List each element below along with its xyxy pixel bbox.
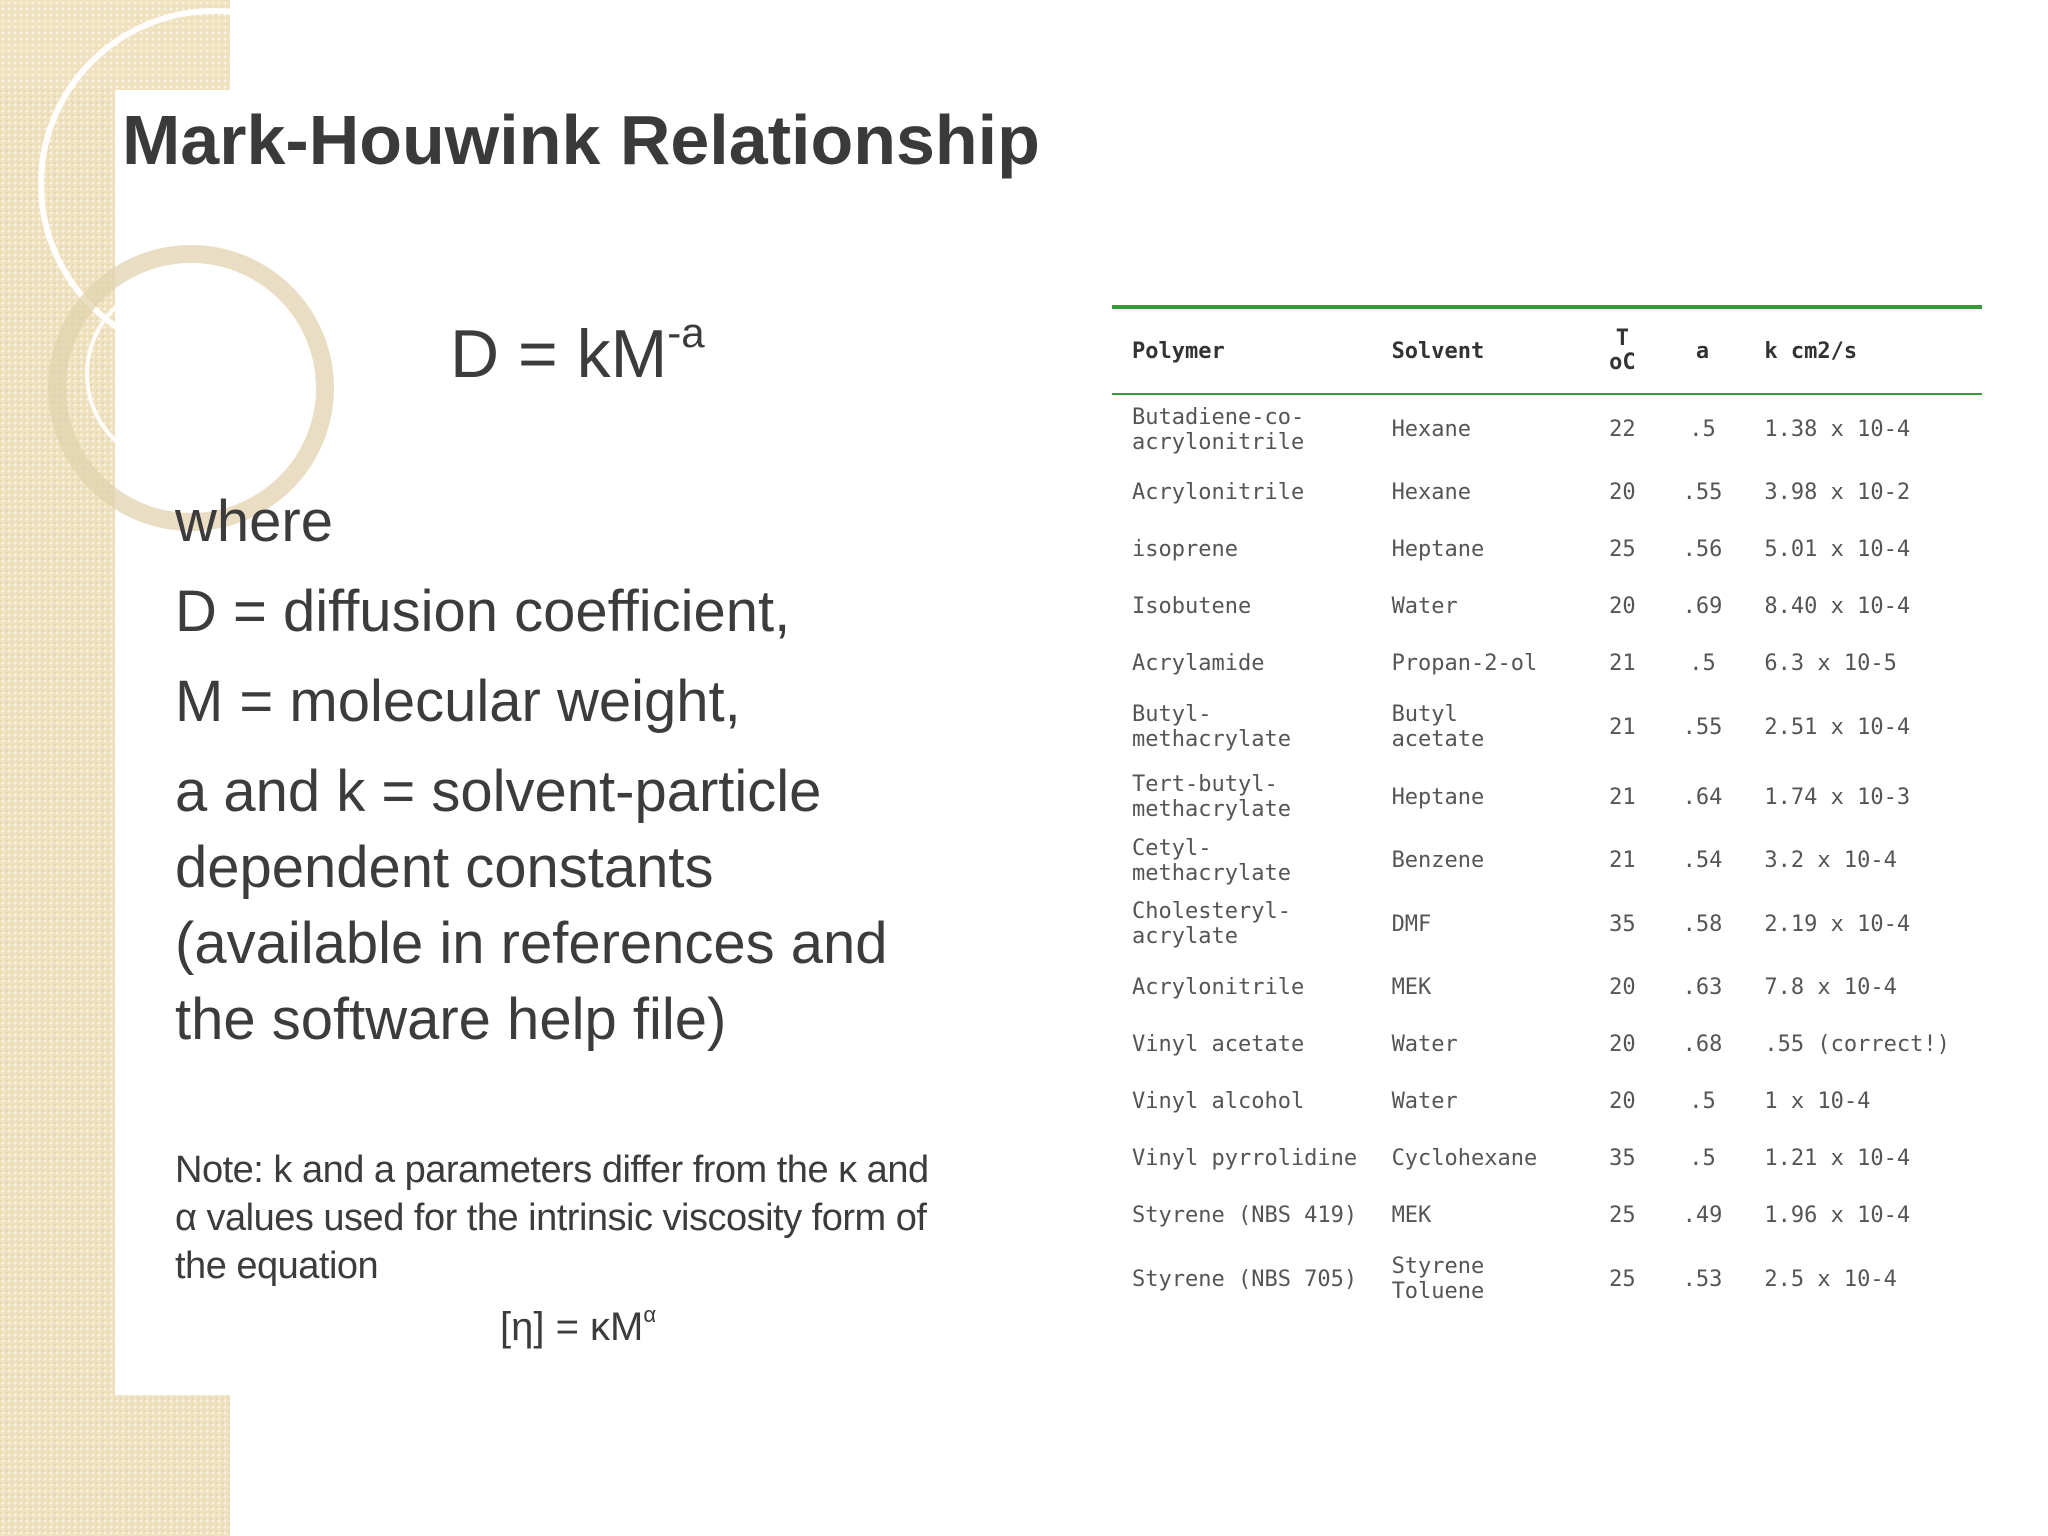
- cell-polymer: [1112, 521, 1372, 578]
- header-t-line: T: [1615, 326, 1630, 351]
- cell-k: 1.38 x 10-4: [1764, 417, 1911, 442]
- header-polymer: Polymer: [1112, 307, 1372, 394]
- cell-solvent-line: MEK: [1391, 975, 1432, 1000]
- table-header-row: [1112, 307, 1982, 394]
- table-row: [1112, 1016, 1982, 1073]
- cell-a: .5: [1689, 1146, 1716, 1171]
- cell-a: .56: [1682, 537, 1723, 562]
- cell-polymer-line: methacrylate: [1132, 797, 1291, 822]
- cell-k: 8.40 x 10-4: [1764, 594, 1911, 619]
- cell-solvent-line: Water: [1391, 1089, 1458, 1114]
- cell-solvent-line: Heptane: [1391, 537, 1485, 562]
- cell-temperature: 35: [1609, 911, 1636, 937]
- header-solvent: Solvent: [1372, 307, 1585, 394]
- cell-polymer: [1112, 1244, 1372, 1314]
- cell-a: .69: [1682, 594, 1723, 619]
- table-row: [1112, 1244, 1982, 1314]
- cell-k: 5.01 x 10-4: [1764, 537, 1911, 562]
- header-a: a: [1661, 307, 1745, 394]
- cell-a: .53: [1682, 1266, 1723, 1292]
- viscosity-equation-exponent: α: [643, 1301, 657, 1327]
- table-row: [1112, 1073, 1982, 1130]
- cell-polymer: [1112, 889, 1372, 959]
- cell-polymer: [1112, 832, 1372, 889]
- cell-a: .54: [1682, 848, 1723, 873]
- cell-polymer-line: Butadiene-co-: [1132, 404, 1305, 430]
- definition-ak-line: a and k = solvent-particle: [175, 759, 822, 824]
- cell-polymer: [1112, 692, 1372, 762]
- note-line: α values used for the intrinsic viscosity form of: [175, 1197, 927, 1239]
- cell-solvent: [1372, 762, 1585, 832]
- cell-temperature: 21: [1609, 784, 1636, 810]
- cell-solvent-line: acetate: [1391, 727, 1485, 752]
- cell-solvent-line: Water: [1391, 1032, 1458, 1057]
- table-row: [1112, 692, 1982, 762]
- cell-solvent-line: Hexane: [1391, 417, 1472, 442]
- cell-temperature: 22: [1609, 417, 1636, 442]
- cell-polymer: [1112, 1073, 1372, 1130]
- cell-temperature: 20: [1609, 480, 1636, 505]
- header-t-unit: oC: [1609, 350, 1636, 375]
- cell-polymer: [1112, 394, 1372, 464]
- cell-solvent: [1372, 692, 1585, 762]
- note-text: [175, 1146, 1015, 1290]
- cell-polymer: [1112, 635, 1372, 692]
- table-row: [1112, 635, 1982, 692]
- cell-polymer-line: Isobutene: [1132, 594, 1252, 619]
- definition-ak-line: the software help file): [175, 987, 727, 1052]
- cell-k: 3.98 x 10-2: [1764, 480, 1911, 505]
- decorative-ring-small: [85, 280, 273, 468]
- cell-polymer-line: Acrylonitrile: [1132, 480, 1305, 505]
- cell-solvent-line: Styrene: [1391, 1254, 1485, 1279]
- cell-k: 1.21 x 10-4: [1764, 1146, 1911, 1171]
- cell-temperature: 20: [1609, 1032, 1636, 1057]
- table-body: [1112, 394, 1982, 1314]
- diffusion-formula: [450, 309, 705, 393]
- cell-a: .68: [1682, 1032, 1723, 1057]
- cell-polymer: [1112, 959, 1372, 1016]
- cell-temperature: 21: [1609, 848, 1636, 873]
- cell-temperature: 20: [1609, 1089, 1636, 1114]
- cell-temperature: 25: [1609, 537, 1636, 562]
- header-k: k cm2/s: [1744, 307, 1982, 394]
- cell-solvent: [1372, 832, 1585, 889]
- cell-a: .55: [1682, 480, 1723, 505]
- cell-polymer-line: Vinyl pyrrolidine: [1132, 1146, 1358, 1171]
- cell-temperature: 21: [1609, 714, 1636, 740]
- cell-a: .64: [1682, 784, 1723, 810]
- table-row: [1112, 832, 1982, 889]
- cell-temperature: 25: [1609, 1266, 1636, 1292]
- cell-k: 1.96 x 10-4: [1764, 1203, 1911, 1228]
- cell-a: .58: [1682, 911, 1723, 937]
- cell-solvent-line: Cyclohexane: [1391, 1146, 1538, 1171]
- table-row: [1112, 1130, 1982, 1187]
- cell-solvent-line: Toluene: [1391, 1279, 1485, 1304]
- table-row: [1112, 394, 1982, 464]
- content-panel-lower: [230, 1395, 2048, 1536]
- cell-polymer-line: Acrylonitrile: [1132, 975, 1305, 1000]
- where-label: where: [175, 489, 333, 554]
- cell-solvent: [1372, 1016, 1585, 1073]
- cell-solvent: [1372, 1130, 1585, 1187]
- cell-solvent-line: MEK: [1391, 1203, 1432, 1228]
- formula-exponent: -a: [667, 309, 705, 357]
- cell-solvent-line: DMF: [1391, 911, 1432, 937]
- cell-solvent: [1372, 464, 1585, 521]
- table-row: [1112, 889, 1982, 959]
- definition-a-and-k: [175, 754, 888, 1058]
- viscosity-equation-base: [η] = κM: [500, 1305, 644, 1349]
- cell-solvent: [1372, 635, 1585, 692]
- cell-polymer-line: Vinyl acetate: [1132, 1032, 1305, 1057]
- slide-title: Mark-Houwink Relationship: [122, 101, 1040, 179]
- definition-m: M = molecular weight,: [175, 669, 741, 734]
- cell-polymer: [1112, 1016, 1372, 1073]
- cell-solvent: [1372, 959, 1585, 1016]
- definition-ak-line: dependent constants: [175, 835, 714, 900]
- mark-houwink-table-container: [1112, 305, 1982, 1314]
- cell-temperature: 35: [1609, 1146, 1636, 1171]
- cell-solvent: [1372, 1187, 1585, 1244]
- definition-d: D = diffusion coefficient,: [175, 579, 791, 644]
- cell-polymer-line: Acrylamide: [1132, 651, 1265, 676]
- cell-temperature: 20: [1609, 594, 1636, 619]
- table-row: [1112, 578, 1982, 635]
- cell-solvent-line: Propan-2-ol: [1391, 651, 1538, 676]
- cell-polymer-line: acrylonitrile: [1132, 429, 1305, 455]
- cell-polymer: [1112, 578, 1372, 635]
- cell-a: .49: [1682, 1203, 1723, 1228]
- cell-solvent-line: Hexane: [1391, 480, 1472, 505]
- cell-k: 3.2 x 10-4: [1764, 848, 1897, 873]
- cell-temperature: 25: [1609, 1203, 1636, 1228]
- table-row: [1112, 1187, 1982, 1244]
- cell-polymer: [1112, 1130, 1372, 1187]
- cell-polymer-line: isoprene: [1132, 537, 1238, 562]
- cell-k: 6.3 x 10-5: [1764, 651, 1897, 676]
- cell-solvent: [1372, 578, 1585, 635]
- cell-solvent: [1372, 1244, 1585, 1314]
- cell-a: .55: [1682, 714, 1723, 740]
- cell-solvent: [1372, 394, 1585, 464]
- table-row: [1112, 464, 1982, 521]
- cell-solvent: [1372, 521, 1585, 578]
- cell-a: .5: [1689, 1089, 1716, 1114]
- header-temperature: [1584, 307, 1660, 394]
- cell-solvent: [1372, 1073, 1585, 1130]
- mark-houwink-table: [1112, 305, 1982, 1314]
- table-row: [1112, 959, 1982, 1016]
- cell-polymer-line: Butyl-methacrylate: [1132, 702, 1291, 752]
- cell-a: .5: [1689, 651, 1716, 676]
- cell-polymer-line: Vinyl alcohol: [1132, 1089, 1305, 1114]
- cell-k: 2.19 x 10-4: [1764, 911, 1911, 937]
- cell-a: .5: [1689, 417, 1716, 442]
- cell-solvent: [1372, 889, 1585, 959]
- cell-polymer-line: Tert-butyl-: [1132, 772, 1278, 797]
- note-line: Note: k and a parameters differ from the κ and: [175, 1149, 929, 1191]
- cell-polymer: [1112, 1187, 1372, 1244]
- cell-polymer-line: acrylate: [1132, 924, 1238, 949]
- cell-solvent-line: Heptane: [1391, 784, 1485, 810]
- cell-k: 1 x 10-4: [1764, 1089, 1871, 1114]
- cell-solvent-line: Butyl: [1391, 702, 1458, 727]
- cell-k: 1.74 x 10-3: [1764, 784, 1911, 810]
- viscosity-equation: [500, 1301, 657, 1350]
- cell-solvent-line: Water: [1391, 594, 1458, 619]
- cell-k: 2.5 x 10-4: [1764, 1266, 1897, 1292]
- cell-polymer-line: Cholesteryl-: [1132, 899, 1291, 924]
- cell-temperature: 21: [1609, 651, 1636, 676]
- cell-a: .63: [1682, 975, 1723, 1000]
- table-row: [1112, 521, 1982, 578]
- cell-temperature: 20: [1609, 975, 1636, 1000]
- table-row: [1112, 762, 1982, 832]
- formula-base: D = kM: [450, 316, 668, 392]
- note-line: the equation: [175, 1245, 379, 1287]
- cell-k: 2.51 x 10-4: [1764, 714, 1911, 740]
- cell-polymer: [1112, 762, 1372, 832]
- cell-polymer-line: Styrene (NBS 419): [1132, 1203, 1358, 1228]
- cell-polymer-line: Styrene (NBS 705): [1132, 1266, 1358, 1292]
- cell-polymer-line: Cetyl-methacrylate: [1132, 835, 1291, 886]
- cell-polymer: [1112, 464, 1372, 521]
- cell-k: .55 (correct!): [1764, 1032, 1950, 1057]
- definition-ak-line: (available in references and: [175, 911, 888, 976]
- cell-solvent-line: Benzene: [1391, 848, 1485, 873]
- cell-k: 7.8 x 10-4: [1764, 975, 1897, 1000]
